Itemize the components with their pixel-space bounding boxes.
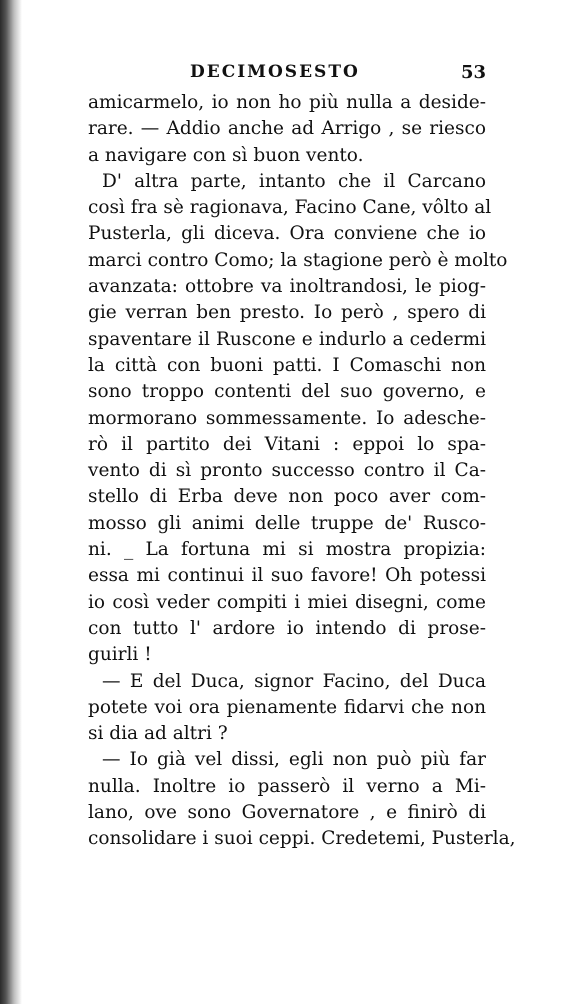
text-line: la città con buoni patti. I Comaschi non bbox=[88, 354, 486, 376]
text-line: rare. — Addio anche ad Arrigo , se riesco bbox=[88, 118, 486, 140]
text-line: vento di sì pronto successo contro il Ca- bbox=[88, 460, 486, 482]
page-header bbox=[90, 58, 486, 88]
text-line: — Io già vel dissi, egli non può più far bbox=[102, 749, 486, 771]
text-line: mormorano sommessamente. Io adesche- bbox=[88, 407, 486, 429]
text-line: così fra sè ragionava, Facino Cane, vôlto al bbox=[88, 197, 492, 219]
text-line: — E del Duca, signor Facino, del Duca bbox=[102, 670, 486, 692]
text-line: Pusterla, gli diceva. Ora conviene che io bbox=[88, 223, 486, 245]
text-line: io così veder compiti i miei disegni, come bbox=[88, 591, 486, 613]
body-text bbox=[88, 90, 516, 853]
text-line: mosso gli animi delle truppe de' Rusco- bbox=[88, 512, 486, 534]
text-line: potete voi ora pienamente fidarvi che non bbox=[88, 696, 486, 718]
text-line: stello di Erba deve non poco aver com- bbox=[88, 486, 486, 508]
text-line: guirli ! bbox=[88, 644, 152, 666]
page-number: 53 bbox=[460, 62, 486, 83]
text-line: essa mi continui il suo favore! Oh potessi bbox=[88, 565, 486, 587]
page-gutter-shadow bbox=[0, 0, 22, 1004]
text-line: sono troppo contenti del suo governo, e bbox=[88, 381, 486, 403]
text-line: rò il partito dei Vitani : eppoi lo spa- bbox=[88, 433, 486, 455]
text-line: avanzata: ottobre va inoltrandosi, le piog- bbox=[88, 276, 486, 298]
text-line: ni. _ La fortuna mi si mostra propizia: bbox=[88, 539, 486, 561]
text-line: D' altra parte, intanto che il Carcano bbox=[102, 170, 486, 192]
text-line: consolidare i suoi ceppi. Credetemi, Pusterla, bbox=[88, 828, 516, 850]
text-line: marci contro Como; la stagione però è molto bbox=[88, 249, 508, 271]
text-line: gie verran ben presto. Io però , spero di bbox=[88, 302, 486, 324]
text-line: a navigare con sì buon vento. bbox=[88, 144, 364, 166]
text-line: si dia ad altri ? bbox=[88, 723, 228, 745]
text-line: amicarmelo, io non ho più nulla a deside- bbox=[88, 92, 486, 113]
text-line: nulla. Inoltre io passerò il verno a Mi- bbox=[88, 775, 486, 797]
text-line: spaventare il Ruscone e indurlo a cedermi bbox=[88, 328, 486, 350]
text-line: con tutto l' ardore io intendo di prose- bbox=[88, 617, 486, 639]
text-line: lano, ove sono Governatore , e finirò di bbox=[88, 802, 486, 824]
running-title: DECIMOSESTO bbox=[190, 62, 360, 82]
